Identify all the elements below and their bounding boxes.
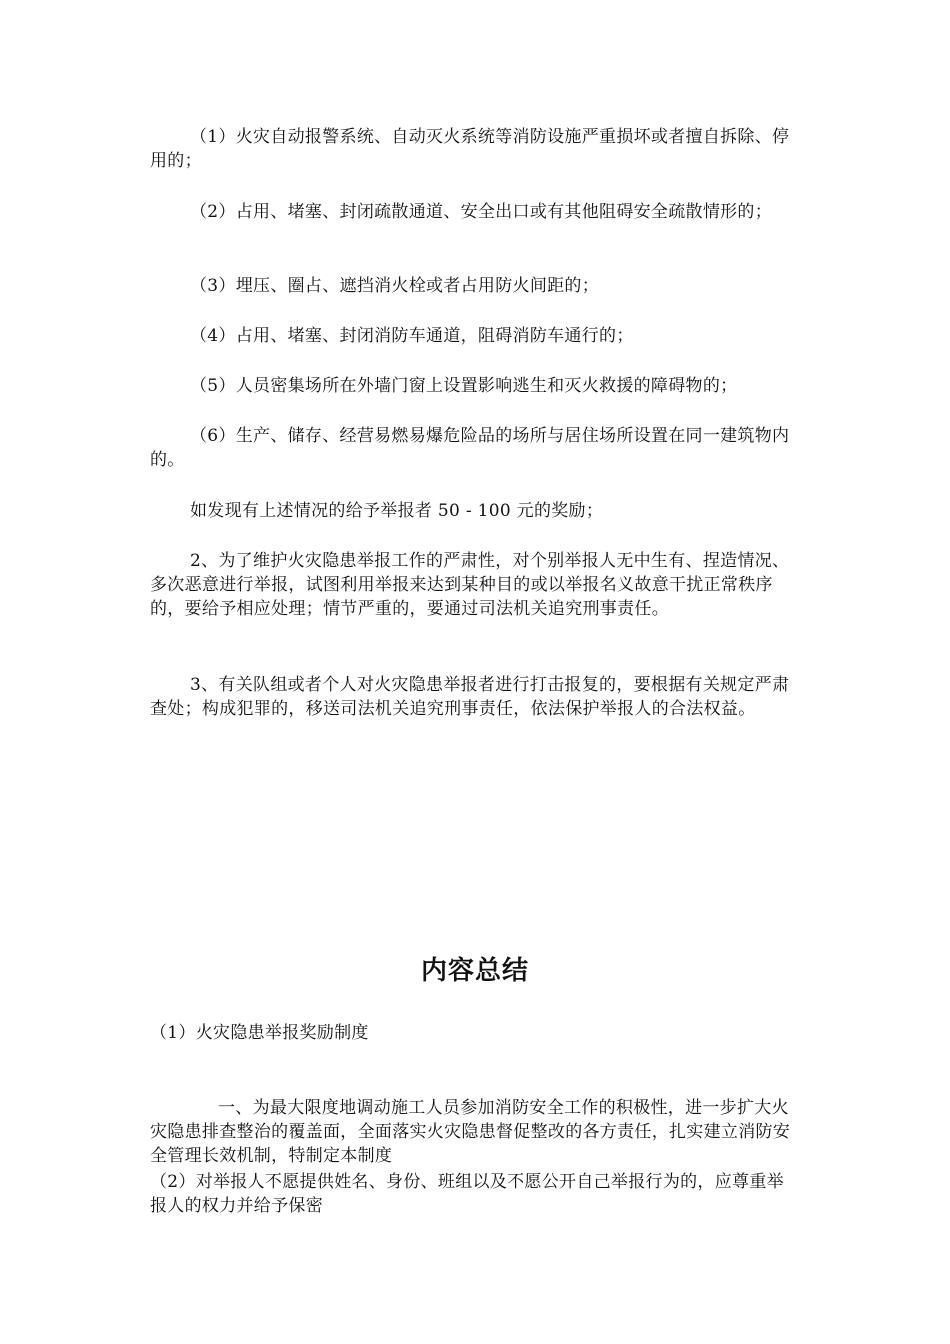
summary-body: 一、为最大限度地调动施工人员参加消防安全工作的积极性，进一步扩大火灾隐患排查整治的覆盖面，全面落实火灾隐患督促整改的各方责任，扎实建立消防安全管理长效机制，特制定本制度 xyxy=(150,1098,791,1166)
list-item-6: （6）生产、储存、经营易燃易爆危险品的场所与居住场所设置在同一建筑物内的。 xyxy=(150,426,790,470)
list-item-5: （5）人员密集场所在外墙门窗上设置影响逃生和灭火救援的障碍物的； xyxy=(190,376,738,396)
list-item-4: （4）占用、堵塞、封闭消防车通道，阻碍消防车通行的； xyxy=(190,326,634,346)
list-item-3: （3）埋压、圈占、遮挡消火栓或者占用防火间距的； xyxy=(190,276,600,296)
summary-point-1: （1）火灾隐患举报奖励制度 xyxy=(150,1023,369,1043)
reward-paragraph: 如发现有上述情况的给予举报者 50 - 100 元的奖励； xyxy=(190,501,604,521)
summary-title: 内容总结 xyxy=(420,956,529,986)
list-item-1: （1）火灾自动报警系统、自动灭火系统等消防设施严重损坏或者擅自拆除、停用的； xyxy=(150,127,790,171)
list-item-2: （2）占用、堵塞、封闭疏散通道、安全出口或有其他阻碍安全疏散情形的； xyxy=(190,202,773,222)
rule-2-paragraph: 2、为了维护火灾隐患举报工作的严肃性，对个别举报人无中生有、捏造情况、多次恶意进行举报，试图利用举报来达到某种目的或以举报名义故意干扰正常秩序的，要给予相应处理；情节严重的，要通过司法机关追究刑事责任。 xyxy=(150,551,790,619)
summary-point-2: （2）对举报人不愿提供姓名、身份、班组以及不愿公开自己举报行为的，应尊重举报人的权力并给予保密 xyxy=(150,1172,784,1216)
rule-3-paragraph: 3、有关队组或者个人对火灾隐患举报者进行打击报复的，要根据有关规定严肃查处；构成犯罪的，移送司法机关追究刑事责任，依法保护举报人的合法权益。 xyxy=(150,675,790,719)
